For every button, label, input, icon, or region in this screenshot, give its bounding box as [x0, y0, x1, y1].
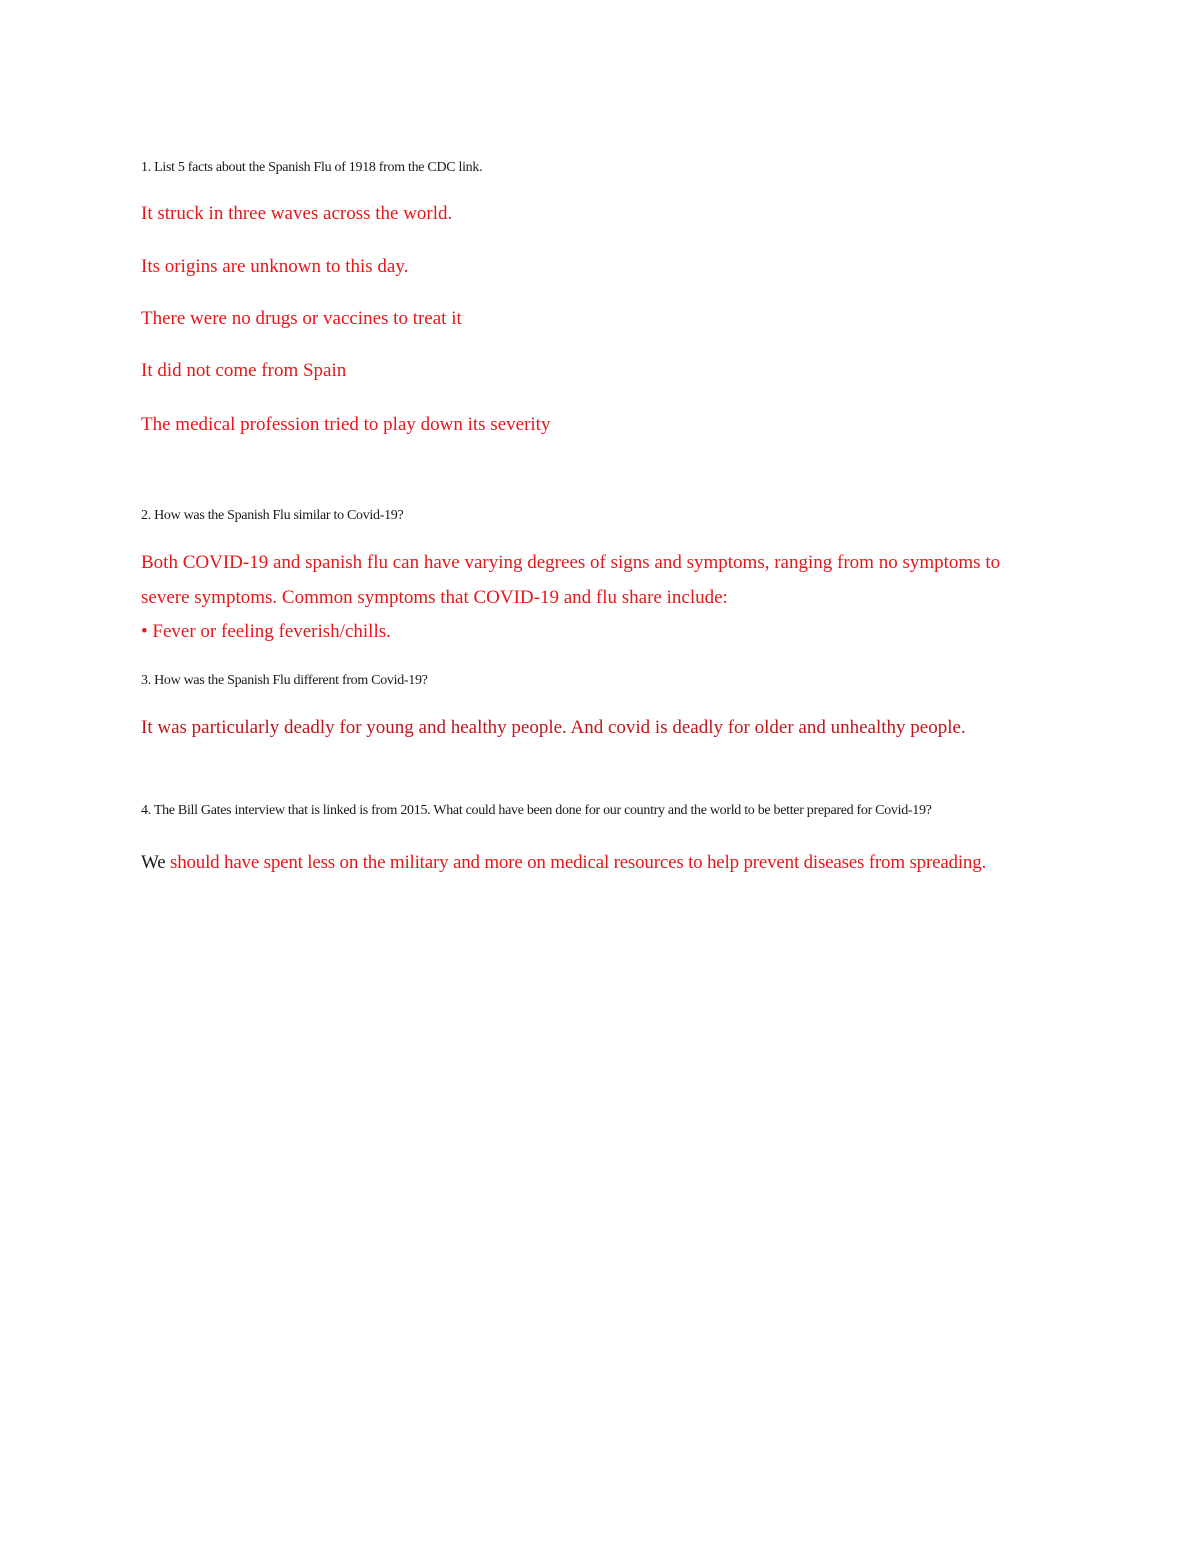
question-3: 3. How was the Spanish Flu different from Covid-19?	[141, 673, 428, 688]
answer-4-rest: should have spent less on the military and more on medical resources to help prevent diseases from spreading.	[165, 852, 987, 873]
answer-1-fact-3: There were no drugs or vaccines to treat it	[141, 308, 462, 329]
answer-1-fact-5: The medical profession tried to play down its severity	[141, 414, 551, 435]
question-1: 1. List 5 facts about the Spanish Flu of 1918 from the CDC link.	[141, 160, 483, 175]
answer-3: It was particularly deadly for young and healthy people. And covid is deadly for older and unhealthy people.	[141, 717, 966, 738]
answer-4	[141, 852, 986, 874]
answer-1-fact-1: It struck in three waves across the world.	[141, 203, 453, 224]
answer-2-bullet: • Fever or feeling feverish/chills.	[141, 621, 391, 642]
answer-4-lead: We	[141, 852, 166, 873]
question-4: 4. The Bill Gates interview that is linked is from 2015. What could have been done for our country and the world to be better prepared for Covid-19?	[141, 803, 932, 818]
answer-1-fact-4: It did not come from Spain	[141, 360, 347, 381]
answer-1-fact-2: Its origins are unknown to this day.	[141, 256, 409, 277]
answer-2-paragraph: Both COVID-19 and spanish flu can have varying degrees of signs and symptoms, ranging from no symptoms to severe symptoms. Common symptoms that COVID-19 and flu share include:	[141, 552, 1001, 608]
question-2: 2. How was the Spanish Flu similar to Covid-19?	[141, 508, 404, 523]
